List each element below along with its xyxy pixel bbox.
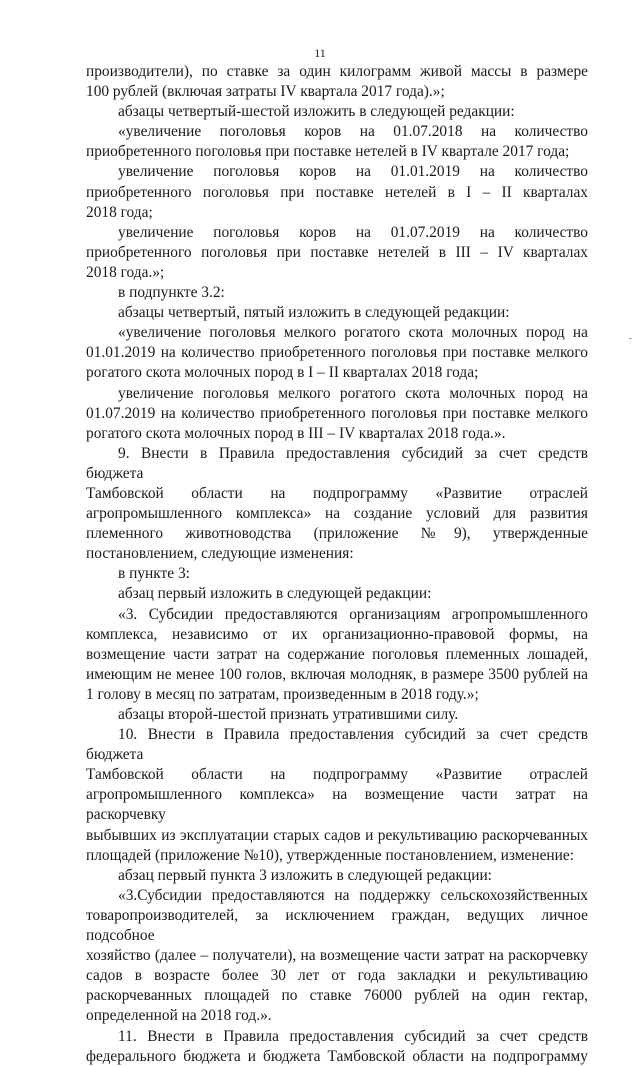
text-line: федерального бюджета и бюджета Тамбовской области на подпрограмму [86, 1047, 588, 1065]
text-line: «увеличение поголовья мелкого рогатого скота молочных пород на [118, 324, 588, 342]
text-line: 9. Внести в Правила предоставления субсидий за счет средств бюджета [86, 444, 588, 482]
text-line: приобретенного поголовья при поставке нетелей в IV квартале 2017 года; [86, 143, 570, 161]
text-line: абзацы второй-шестой признать утратившими силу. [118, 706, 459, 723]
text-line: определенной на 2018 год.». [86, 1007, 272, 1025]
text-line: приобретенного поголовья при поставке нетелей в III – IV кварталах [86, 243, 588, 261]
page-number: 11 [314, 46, 326, 60]
text-line: приобретенного поголовья при поставке нетелей в I – II кварталах [86, 183, 588, 201]
text-line: абзац первый пункта 3 изложить в следующей редакции: [118, 866, 492, 884]
text-line: увеличение поголовья коров на 01.07.2019 на количество [118, 223, 588, 241]
text-line: 2018 года; [86, 203, 153, 221]
text-line: «увеличение поголовья коров на 01.07.2018 на количество [118, 123, 588, 141]
text-line: производители), по ставке за один килограмм живой массы в размере [86, 63, 588, 80]
text-line: выбывших из эксплуатации старых садов и рекультивацию раскорчеванных [86, 826, 588, 844]
text-line: агропромышленного комплекса» на создание условий для развития [86, 505, 588, 523]
text-line: рогатого скота молочных пород в III – IV кварталах 2018 года.». [86, 424, 506, 442]
text-line: комплекса, независимо от их организационно-правовой формы, на [86, 625, 588, 643]
text-line: 10. Внести в Правила предоставления субсидий за счет средств бюджета [86, 726, 588, 764]
text-line: 100 рублей (включая затраты IV квартала 2017 года).»; [86, 83, 445, 101]
text-line: площадей (приложение №10), утвержденные постановлением, изменение: [86, 846, 574, 864]
text-line: 2018 года.»; [86, 263, 165, 281]
text-line: хозяйство (далее – получатели), на возмещение части затрат на раскорчевку [86, 947, 588, 965]
text-line: 01.07.2019 на количество приобретенного поголовья при поставке мелкого [86, 404, 588, 422]
text-line: имеющим не менее 100 голов, включая молодняк, в размере 3500 рублей на [86, 665, 588, 683]
text-line: рогатого скота молочных пород в I – II кварталах 2018 года; [86, 364, 479, 382]
text-line: увеличение поголовья мелкого рогатого скота молочных пород на [118, 384, 588, 402]
text-line: раскорчеванных площадей по ставке 76000 рублей на один гектар, [86, 987, 588, 1005]
text-line: садов в возрасте более 30 лет от года закладки и рекультивацию [86, 967, 588, 985]
text-line: 1 голову в месяц по затратам, произведенным в 2018 году.»; [86, 685, 479, 703]
text-line: Тамбовской области на подпрограмму «Развитие отраслей [86, 766, 588, 784]
text-line: постановлением, следующие изменения: [86, 545, 354, 563]
margin-mark: - [628, 333, 632, 344]
text-line: «3.Субсидии предоставляются на поддержку сельскохозяйственных [118, 886, 588, 904]
text-line: увеличение поголовья коров на 01.01.2019 на количество [118, 163, 588, 181]
text-line: абзацы четвертый, пятый изложить в следующей редакции: [118, 304, 510, 322]
document-body [86, 62, 588, 1067]
text-line: товаропроизводителей, за исключением граждан, ведущих личное подсобное [86, 906, 588, 945]
text-line: абзацы четвертый-шестой изложить в следующей редакции: [118, 103, 515, 121]
text-line: «3. Субсидии предоставляются организациям агропромышленного [118, 605, 588, 623]
text-line: 01.01.2019 на количество приобретенного поголовья при поставке мелкого [86, 344, 588, 362]
text-line: племенного животноводства (приложение №9), утвержденные [86, 525, 588, 543]
text-line: возмещение части затрат на содержание поголовья племенных лошадей, [86, 645, 588, 663]
text-line: Тамбовской области на подпрограмму «Развитие отраслей [86, 484, 588, 502]
text-line: в пункте 3: [118, 565, 190, 583]
text-line: в подпункте 3.2: [118, 284, 225, 302]
text-line: абзац первый изложить в следующей редакции: [118, 585, 432, 603]
text-line: агропромышленного комплекса» на возмещение части затрат на раскорчевку [86, 786, 588, 824]
text-line: 11. Внести в Правила предоставления субсидий за счет средств [118, 1027, 588, 1045]
